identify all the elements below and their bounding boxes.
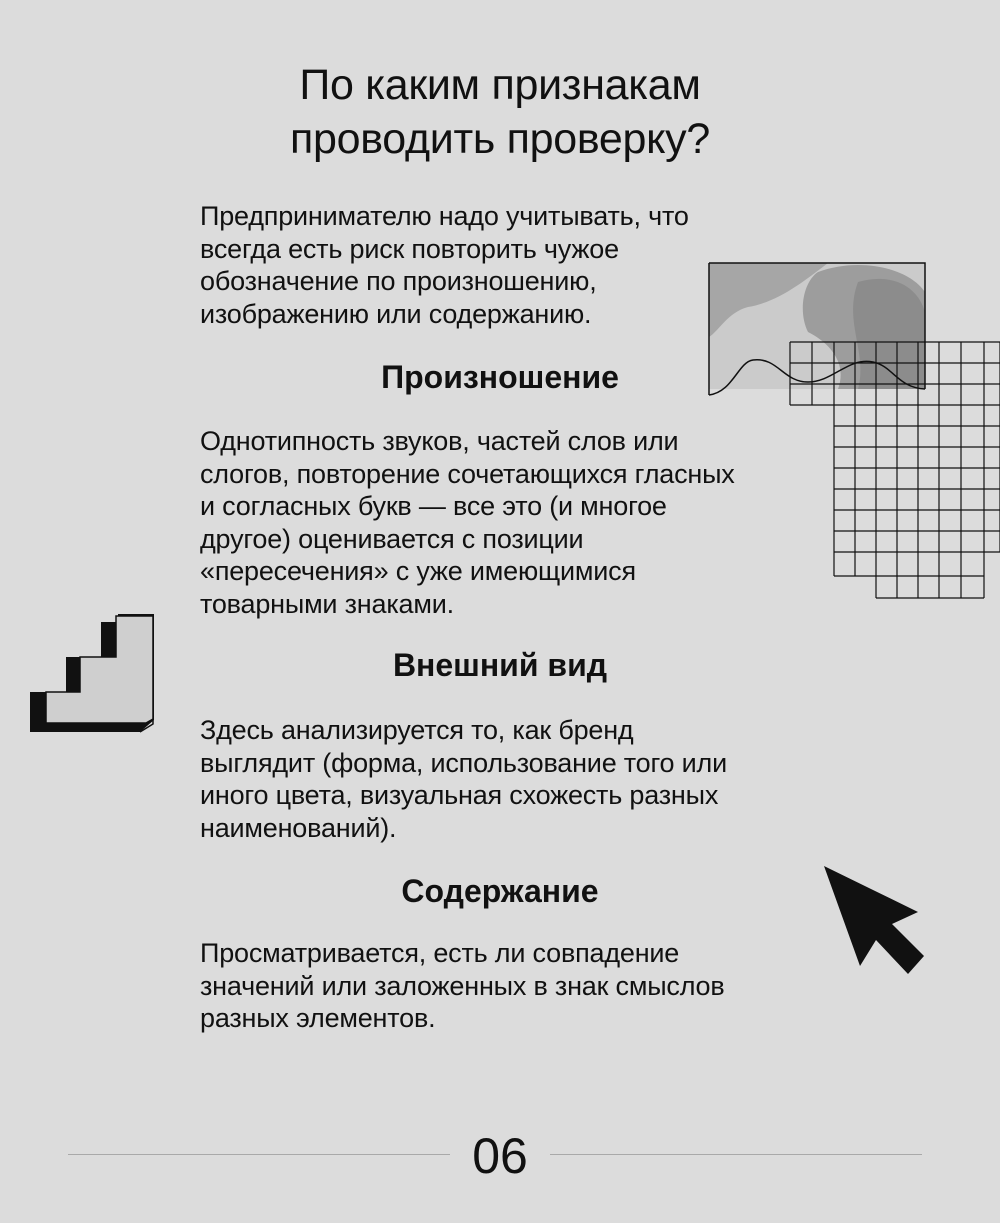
footer-divider-left [68, 1154, 450, 1155]
intro-line: обозначение по произношению, [200, 266, 597, 296]
paragraph-line: и согласных букв — все это (и многое [200, 491, 667, 521]
paragraph-line: выглядит (форма, использование того или [200, 747, 727, 778]
intro-line: всегда есть риск повторить чужое [200, 233, 619, 264]
paragraph-line: Здесь анализируется то, как бренд [200, 715, 634, 745]
paragraph-line: иного цвета, визуальная схожесть разных [200, 780, 719, 810]
page-number: 06 [472, 1128, 528, 1184]
intro-line: изображению или содержанию. [200, 298, 592, 329]
paragraph-line: товарными знаками. [200, 588, 454, 619]
footer-divider-right [550, 1154, 922, 1155]
pronunciation-paragraph [200, 425, 820, 620]
paragraph-line: «пересечения» с уже имеющимися [200, 556, 636, 586]
paragraph-line: Просматривается, есть ли совпадение [200, 938, 680, 968]
paragraph-line: наименований). [200, 812, 397, 843]
page-title [0, 58, 1000, 166]
title-line: По каким признакам [299, 61, 701, 109]
section-heading-appearance: Внешний вид [392, 647, 608, 683]
paragraph-line: другое) оценивается с позиции [200, 523, 584, 554]
paragraph-line: Однотипность звуков, частей слов или [200, 426, 679, 456]
section-heading-pronunciation: Произношение [381, 359, 619, 395]
paragraph-line: слогов, повторение сочетающихся гласных [200, 458, 735, 489]
title-line: проводить проверку? [290, 115, 710, 163]
paragraph-line: разных элементов. [200, 1003, 436, 1033]
section-heading-content: Содержание [401, 873, 599, 909]
paragraph-line: значений или заложенных в знак смыслов [200, 970, 725, 1001]
content-paragraph [200, 937, 820, 1035]
appearance-paragraph [200, 714, 820, 844]
intro-line: Предпринимателю надо учитывать, что [200, 201, 689, 231]
